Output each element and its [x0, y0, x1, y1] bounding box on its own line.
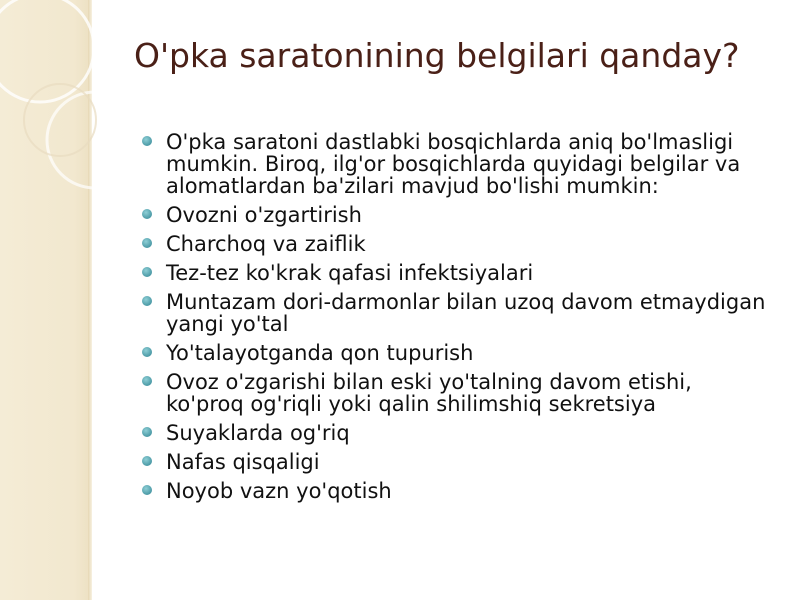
bullet-text: Nafas qisqaligi	[166, 450, 320, 474]
bullet-icon	[142, 296, 152, 306]
bullet-item	[138, 291, 768, 335]
bullet-icon	[142, 209, 152, 219]
bullet-item	[138, 371, 768, 415]
bullet-icon	[142, 456, 152, 466]
bullet-text: Suyaklarda og'riq	[166, 421, 350, 445]
bullet-item	[138, 422, 768, 444]
bullet-icon	[142, 347, 152, 357]
bullet-item	[138, 480, 768, 502]
bullet-icon	[142, 485, 152, 495]
bullet-text: Yo'talayotganda qon tupurish	[166, 341, 474, 365]
bullet-list	[138, 131, 768, 509]
bullet-text: Tez-tez ko'krak qafasi infektsiyalari	[166, 261, 534, 285]
decorative-circles	[0, 0, 140, 200]
bullet-icon	[142, 427, 152, 437]
bullet-icon	[142, 136, 152, 146]
bullet-item	[138, 233, 768, 255]
bullet-text: Ovoz o'zgarishi bilan eski yo'talning davom etishi, ko'proq og'riqli yoki qalin shilimshiq sekretsiya	[166, 370, 692, 416]
bullet-item	[138, 342, 768, 364]
bullet-icon	[142, 267, 152, 277]
bullet-item	[138, 451, 768, 473]
bullet-text: Muntazam dori-darmonlar bilan uzoq davom etmaydigan yangi yo'tal	[166, 290, 766, 336]
bullet-icon	[142, 376, 152, 386]
bullet-item	[138, 204, 768, 226]
bullet-item	[138, 262, 768, 284]
bullet-text: Charchoq va zaiflik	[166, 232, 366, 256]
bullet-text: O'pka saratoni dastlabki bosqichlarda aniq bo'lmasligi mumkin. Biroq, ilg'or bosqichlarda quyidagi belgilar va alomatlardan ba'zilari mavjud bo'lishi mumkin:	[166, 130, 741, 198]
bullet-icon	[142, 238, 152, 248]
bullet-text: Noyob vazn yo'qotish	[166, 479, 392, 503]
slide-title: O'pka saratonining belgilari qanday?	[134, 36, 740, 75]
bullet-item	[138, 131, 768, 197]
bullet-text: Ovozni o'zgartirish	[166, 203, 362, 227]
